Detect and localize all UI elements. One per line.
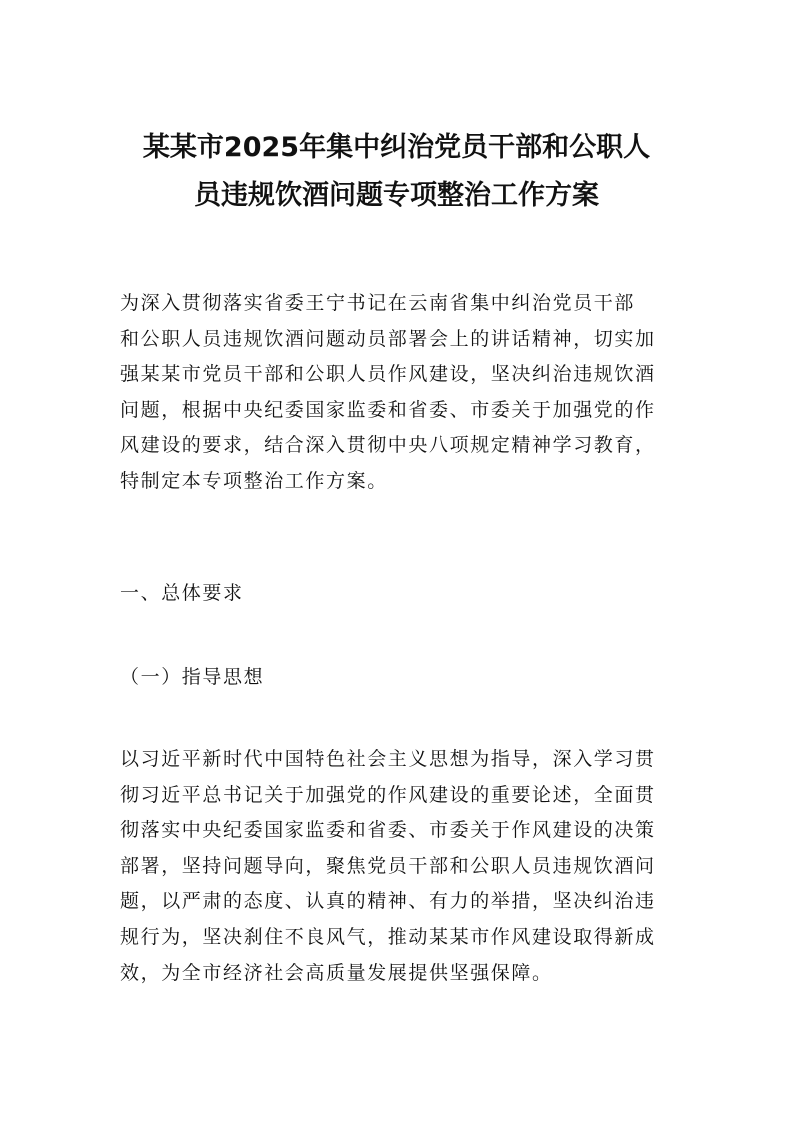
intro-paragraph [120, 286, 680, 500]
title-line-1: 某某市2025年集中纠治党员干部和公职人 [142, 132, 651, 163]
section-heading-overall-requirements: 一、总体要求 [120, 582, 244, 604]
guiding-ideology-paragraph [120, 742, 680, 991]
intro-line: 强某某市党员干部和公职人员作风建设，坚决纠治违规饮酒 [120, 363, 656, 386]
guiding-line: 以习近平新时代中国特色社会主义思想为指导，深入学习贯 [120, 748, 656, 770]
guiding-line: 规行为，坚决刹住不良风气，推动某某市作风建设取得新成 [120, 925, 656, 948]
intro-line: 问题，根据中央纪委国家监委和省委、市委关于加强党的作 [120, 398, 656, 421]
document-title [100, 124, 693, 220]
intro-line: 风建设的要求，结合深入贯彻中央八项规定精神学习教育， [120, 434, 656, 457]
guiding-line: 效，为全市经济社会高质量发展提供坚强保障。 [120, 961, 553, 984]
subsection-heading-guiding-ideology: （一）指导思想 [120, 666, 265, 688]
guiding-line: 部署，坚持问题导向，聚焦党员干部和公职人员违规饮酒问 [120, 854, 656, 877]
guiding-line: 彻落实中央纪委国家监委和省委、市委关于作风建设的决策 [120, 819, 656, 842]
intro-line: 和公职人员违规饮酒问题动员部署会上的讲话精神，切实加 [120, 327, 656, 350]
title-line-2: 员违规饮酒问题专项整治工作方案 [194, 180, 599, 211]
intro-line: 特制定本专项整治工作方案。 [120, 469, 388, 492]
guiding-line: 彻习近平总书记关于加强党的作风建设的重要论述，全面贯 [120, 783, 656, 806]
intro-line: 为深入贯彻落实省委王宁书记在云南省集中纠治党员干部 [120, 292, 636, 314]
guiding-line: 题，以严肃的态度、认真的精神、有力的举措，坚决纠治违 [120, 890, 656, 913]
